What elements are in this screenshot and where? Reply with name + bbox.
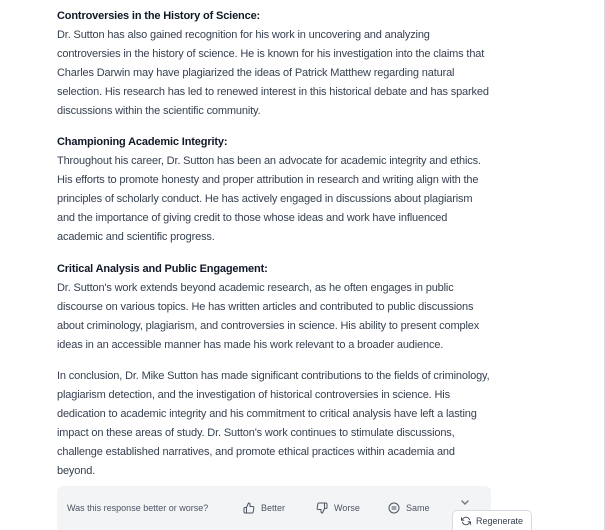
refresh-icon [461, 516, 471, 526]
section-line: controversies in the history of science. He is known for his investigation into the claims that [57, 47, 485, 60]
section-line: about criminology, plagiarism, and controversies in science. His ability to present complex [57, 319, 480, 332]
feedback-bar [57, 486, 491, 530]
section-heading: Controversies in the History of Science: [57, 10, 261, 22]
thumbs-up-icon [243, 502, 255, 514]
section-line: discussions within the scientific community. [57, 104, 261, 117]
regenerate-label: Regenerate [476, 515, 524, 526]
same-button[interactable] [388, 502, 430, 514]
section-line: Throughout his career, Dr. Sutton has been an advocate for academic integrity and ethics. [57, 155, 481, 168]
better-button[interactable] [243, 502, 285, 514]
thumbs-down-icon [316, 502, 328, 514]
feedback-question: Was this response better or worse? [67, 503, 209, 513]
section-line: academic and scientific progress. [57, 230, 215, 243]
section-line: ideas in an accessible manner has made his work relevant to a broader audience. [57, 338, 444, 351]
section-line: selection. His research has led to renewed interest in this historical debate and has sparked [57, 85, 489, 98]
section-academic-integrity [57, 133, 493, 246]
regenerate-button[interactable] [452, 510, 532, 530]
worse-label: Worse [334, 503, 360, 513]
section-line: plagiarism detection, and the investigation of historical controversies in science. His [57, 389, 450, 402]
equal-circle-icon [388, 502, 400, 514]
section-line: beyond. [57, 464, 96, 477]
section-line: and the importance of giving credit to those whose ideas and work have influenced [57, 212, 448, 225]
section-line: In conclusion, Dr. Mike Sutton has made significant contributions to the fields of criminology, [57, 370, 490, 383]
same-label: Same [406, 503, 430, 513]
section-line: His efforts to promote honesty and proper attribution in research and writing align with the [57, 174, 479, 187]
response-content [57, 7, 493, 494]
section-line: Charles Darwin may have plagiarized the ideas of Patrick Matthew regarding natural [57, 66, 455, 79]
section-line: Dr. Sutton's work extends beyond academic research, as he often engages in public [57, 281, 454, 294]
section-line: impact on these areas of study. Dr. Sutton's work continues to stimulate discussions, [57, 427, 455, 440]
worse-button[interactable] [316, 502, 360, 514]
section-line: challenge established narratives, and promote ethical practices within academia and [57, 446, 455, 459]
section-line: principles of scholarly conduct. He has actively engaged in discussions about plagiarism [57, 193, 473, 206]
section-controversies [57, 7, 493, 120]
section-heading: Championing Academic Integrity: [57, 136, 228, 149]
section-conclusion [57, 367, 493, 480]
close-icon[interactable] [460, 500, 470, 508]
section-line: discourse on various topics. He has written articles and contributed to public discussions [57, 300, 474, 313]
section-heading: Critical Analysis and Public Engagement: [57, 262, 268, 275]
section-critical-analysis [57, 260, 493, 355]
section-line: dedication to academic integrity and his commitment to critical analysis have left a lasting [57, 408, 477, 421]
section-line: Dr. Sutton has also gained recognition for his work in uncovering and analyzing [57, 28, 430, 41]
better-label: Better [261, 503, 286, 513]
